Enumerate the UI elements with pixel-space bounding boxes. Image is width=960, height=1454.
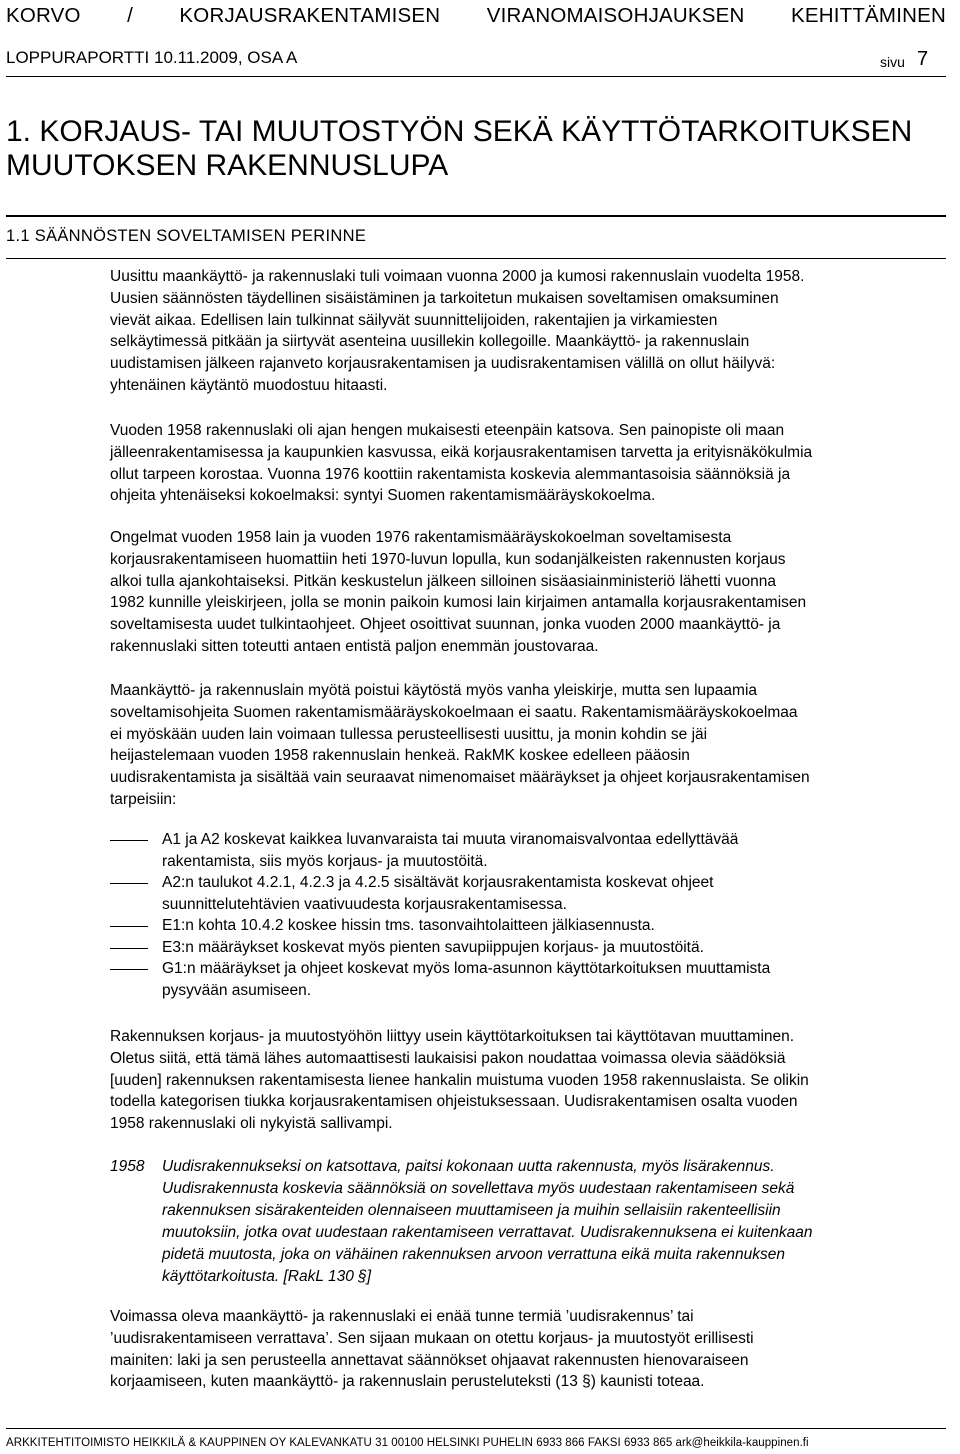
quote-line: käyttötarkoitusta. [RakL 130 §]	[162, 1268, 372, 1285]
paragraph-line: tarpeisiin:	[110, 790, 177, 808]
paragraph-line: Uusittu maankäyttö- ja rakennuslaki tuli voimaan vuonna 2000 ja kumosi rakennuslain vuodelta 1958.	[110, 268, 805, 285]
section-divider-bottom	[6, 258, 946, 259]
paragraph-line: alkoi tulla ajankohtaiseksi. Pitkän keskustelun jälkeen silloinen sisäasiainministeriö lähetti vuonna	[110, 572, 777, 590]
paragraph-line: soveltamisohjeita Suomen rakentamismääräyskokoelmaan ei saatu. Rakentamismääräyskokoelmaa	[110, 703, 798, 721]
paragraph-line: vievät aikaa. Edellisen lain tulkinnat säilyvät suunnittelijoiden, rakentajien ja virkamiesten	[110, 311, 718, 329]
paragraph-line: ’uudisrakentamiseen verrattava’. Sen sijaan mukaan on otettu korjaus- ja muutostyöt erillisesti	[110, 1329, 754, 1347]
quote-line: muutoksiin, jotka ovat uudestaan rakentamiseen verrattavat. Uudisrakennuksena ei kuitenkaan	[162, 1224, 813, 1241]
paragraph-line: ei myöskään uuden lain voimaan tullessa perusteellisesti uusittu, ja monin kohdin se jäi	[110, 725, 708, 743]
list-item-line: G1:n määräykset ja ohjeet koskevat myös loma-asunnon käyttötarkoituksen muuttamista	[162, 960, 771, 977]
section-divider-top	[6, 215, 946, 217]
paragraph	[110, 266, 960, 397]
header-title-part: KORJAUSRAKENTAMISEN	[179, 4, 441, 27]
paragraph-line: Rakennuksen korjaus- ja muutostyöhön liittyy usein käyttötarkoituksen tai käyttötavan muuttaminen.	[110, 1028, 795, 1045]
page-number: 7	[917, 48, 929, 70]
paragraph-line: uudisrakentamista ja sisältää vain seuraavat nimenomaiset määräykset ja ohjeet korjausrakentamisen	[110, 769, 810, 787]
list-item-line: A2:n taulukot 4.2.1, 4.2.3 ja 4.2.5 sisältävät korjausrakentamista koskevat ohjeet	[162, 874, 714, 891]
paragraph-line: [uuden] rakennuksen rakentamisesta lienee hankalin muistuma vuoden 1958 rakennuslaista. Se olikin	[110, 1071, 809, 1089]
paragraph-line: rakennuslaki sitten toteutti antaen entistä paljon enemmän joustovaraa.	[110, 637, 599, 655]
paragraph-line: Maankäyttö- ja rakennuslain myötä poistui käytöstä myös vanha yleiskirje, mutta sen lupaamia	[110, 682, 758, 699]
page-label: sivu	[880, 54, 905, 70]
paragraph-line: jälleenrakentamisessa ja kaupunkien kasvussa, eikä korjausrakentamisen tarvetta ja erityisnäkökulmia	[110, 443, 813, 461]
quote-text	[162, 1156, 813, 1288]
header-title-part: KORVO	[6, 4, 81, 27]
paragraph-line: Uusien säännösten täydellinen sisäistäminen ja tarkoitetun mukaisen soveltamisen omaksuminen	[110, 289, 779, 307]
header-title-part: /	[127, 4, 133, 27]
document-subtitle: LOPPURAPORTTI 10.11.2009, OSA A	[6, 48, 298, 67]
header-title-part: KEHITTÄMINEN	[790, 4, 946, 27]
header-divider	[6, 76, 946, 77]
chapter-heading: 1. KORJAUS- TAI MUUTOSTYÖN SEKÄ KÄYTTÖTARKOITUKSEN MUUTOKSEN RAKENNUSLUPA	[6, 115, 913, 182]
document-header-title	[6, 4, 946, 28]
paragraph-line: mainiten: laki ja sen perusteella annettavat säännökset ohjaavat rakennusten hienovaraiseen	[110, 1351, 749, 1369]
quote-year: 1958	[110, 1158, 145, 1175]
header-title-part: VIRANOMAISOHJAUKSEN	[486, 4, 745, 27]
footer-divider	[6, 1428, 946, 1429]
quote-line: Uudisrakennukseksi on katsottava, paitsi kokonaan uutta rakennusta, myös lisärakennus.	[162, 1158, 775, 1175]
paragraph-line: korjaamiseen, kuten maankäyttö- ja rakennuslain perusteluteksti (13 §) kaunisti toteaa.	[110, 1373, 705, 1391]
paragraph-line: korjausrakentamiseen huomattiin heti 1970-luvun lopulla, kun sodanjälkeisten rakennusten korjaus	[110, 550, 786, 568]
list-item	[110, 937, 960, 959]
quote-line: rakennuksen sisärakenteiden olennaiseen muuttamiseen ja muihin sellaisiin rakenteellisiin	[162, 1202, 781, 1219]
paragraph-line: Oletus siitä, että tämä lähes automaattisesti laukaisisi pakon noudattaa voimassa olevia säädöksiä	[110, 1049, 786, 1067]
list-item-line: E3:n määräykset koskevat myös pienten savupiippujen korjaus- ja muutostöitä.	[162, 938, 704, 956]
paragraph-line: Ongelmat vuoden 1958 lain ja vuoden 1976 rakentamismääräyskokoelman soveltamisesta	[110, 529, 732, 546]
paragraph	[110, 1026, 960, 1135]
paragraph-line: 1982 kunnille yleiskirjeen, jolla se monin paikoin kumosi lain kirjaimen antamalla korjausrakentamisen	[110, 594, 807, 612]
paragraph-line: ollut tarpeen korostaa. Vuonna 1976 koottiin rakentamista koskevia alemmantasoisia säännöksiä ja	[110, 465, 791, 483]
paragraph-line: 1958 rakennuslaki oli nykyistä sallivampi.	[110, 1115, 393, 1133]
paragraph-line: ohjeita yhtenäiseksi kokoelmaksi: syntyi Suomen rakentamismääräyskokoelma.	[110, 487, 656, 505]
list-item	[110, 958, 960, 1001]
paragraph-line: selkäytimessä pitkään ja siirtyvät asenteina uusillekin kollegoille. Maankäyttö- ja rakennuslain	[110, 333, 750, 351]
paragraph	[110, 420, 960, 507]
paragraph-line: Vuoden 1958 rakennuslaki oli ajan hengen mukaisesti eteenpäin katsova. Sen painopiste oli maan	[110, 422, 785, 439]
paragraph-line: soveltamisesta uudet tulkintaohjeet. Ohjeet osoittivat suunnan, jonka vuoden 2000 maankäyttö- ja	[110, 616, 781, 634]
paragraph	[110, 680, 960, 811]
list-item	[110, 915, 960, 937]
list-item-line: pysyvään asumiseen.	[162, 981, 312, 999]
paragraph-line: todella kategorisen tiukka korjausrakentamisen ohjeistuksessaan. Uudisrakentamisen osalta vuoden	[110, 1093, 798, 1111]
section-heading: 1.1 SÄÄNNÖSTEN SOVELTAMISEN PERINNE	[6, 227, 367, 245]
bullet-list	[110, 829, 960, 1001]
list-item	[110, 829, 960, 872]
paragraph-line: Voimassa oleva maankäyttö- ja rakennuslaki ei enää tunne termiä ’uudisrakennus’ tai	[110, 1308, 694, 1325]
paragraph-line: heijastelemaan vuoden 1958 rakennuslain henkeä. RakMK koskee edelleen pääosin	[110, 747, 690, 765]
list-item-line: A1 ja A2 koskevat kaikkea luvanvaraista tai muuta viranomaisvalvontaa edellyttävää	[162, 831, 739, 848]
list-item-line: E1:n kohta 10.4.2 koskee hissin tms. tasonvaihtolaitteen jälkiasennusta.	[162, 917, 655, 934]
paragraph	[110, 527, 960, 658]
list-item	[110, 872, 960, 915]
paragraph-line: yhtenäinen käytäntö muodostuu hitaasti.	[110, 376, 388, 394]
quote-line: pidetä muutosta, joka on vähäinen rakennuksen arvoon verrattuna eikä muita rakennuksen	[162, 1246, 785, 1263]
paragraph	[110, 1306, 960, 1393]
footer-contact: ARKKITEHTITOIMISTO HEIKKILÄ & KAUPPINEN OY KALEVANKATU 31 00100 HELSINKI PUHELIN 6933 866 FAKSI 6933 865 ark@heikkila-kauppinen.fi	[6, 1437, 809, 1449]
paragraph-line: uudistamisen jälkeen rajanveto korjausrakentamisen ja uudisrakentamisen välillä on ollut häilyvä:	[110, 355, 776, 373]
list-item-line: suunnittelutehtävien vaativuudesta korjausrakentamisessa.	[162, 895, 567, 913]
quote-line: Uudisrakennusta koskevia säännöksiä on sovellettava myös uudestaan rakentamiseen sekä	[162, 1180, 795, 1197]
list-item-line: rakentamista, siis myös korjaus- ja muutostöitä.	[162, 852, 488, 870]
